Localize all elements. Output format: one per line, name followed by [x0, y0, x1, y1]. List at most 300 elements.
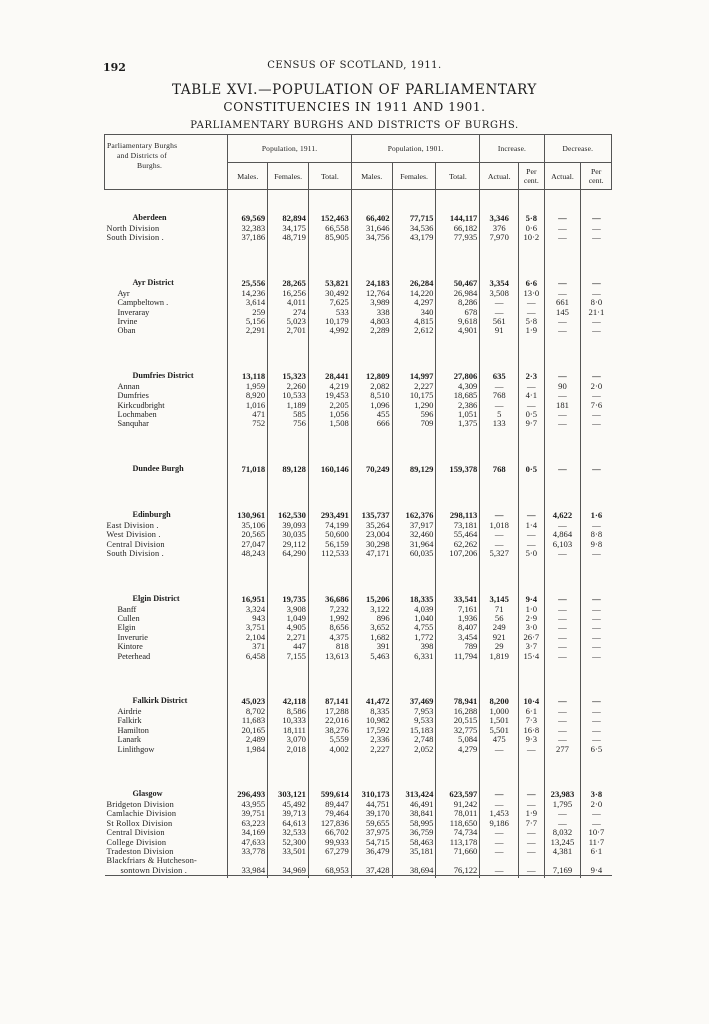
- cell-increase-percent: 1·9: [519, 809, 545, 818]
- cell-females-1901: 10,175: [392, 391, 436, 400]
- cell-females-1901: 38,694: [392, 866, 436, 876]
- cell-total-1911: 66,702: [308, 828, 351, 837]
- cell-increase-percent: 1·0: [519, 605, 545, 614]
- cell-females-1901: 340: [392, 308, 436, 317]
- cell-males-1901: 391: [351, 642, 392, 651]
- cell-males-1911: 1,016: [228, 401, 268, 410]
- cell-total-1901: 78,941: [436, 695, 480, 707]
- header-total-1911: Total.: [308, 163, 351, 190]
- cell-increase-actual: 561: [480, 317, 519, 326]
- cell-males-1901: 37,975: [351, 828, 392, 837]
- cell-increase-percent: —: [519, 308, 545, 317]
- cell-decrease-percent: —: [581, 419, 612, 428]
- cell-females-1901: 6,331: [392, 652, 436, 661]
- cell-increase-percent: 5·8: [519, 317, 545, 326]
- cell-total-1911: 4,992: [308, 326, 351, 335]
- cell-total-1911: 4,375: [308, 633, 351, 642]
- cell-decrease-percent: —: [581, 819, 612, 828]
- cell-decrease-actual: —: [544, 410, 581, 419]
- cell-total-1901: 4,901: [436, 326, 480, 335]
- cell-females-1911: 162,530: [268, 509, 309, 521]
- cell-increase-percent: —: [519, 530, 545, 539]
- cell-decrease-percent: 3·8: [581, 788, 612, 800]
- cell-females-1911: 29,112: [268, 540, 309, 549]
- table-row: [105, 809, 612, 818]
- cell-males-1911: 27,047: [228, 540, 268, 549]
- cell-decrease-percent: 10·7: [581, 828, 612, 837]
- cell-decrease-actual: —: [544, 289, 581, 298]
- cell-males-1911: 20,165: [228, 726, 268, 735]
- cell-males-1911: 371: [228, 642, 268, 651]
- constituency-name: Irvine: [117, 317, 138, 327]
- cell-increase-percent: —: [519, 298, 545, 307]
- table-row: [105, 419, 612, 428]
- cell-males-1901: 24,183: [351, 277, 392, 289]
- table-row: [105, 298, 612, 307]
- constituency-name: North Division: [106, 224, 160, 233]
- table-row: [105, 856, 612, 865]
- table-body: [105, 190, 612, 876]
- cell-increase-actual: 3,145: [480, 593, 519, 605]
- cell-decrease-percent: 6·5: [581, 745, 612, 754]
- spacer-row: [105, 754, 612, 788]
- cell-decrease-actual: —: [544, 623, 581, 632]
- cell-females-1911: 19,735: [268, 593, 309, 605]
- cell-total-1901: 78,011: [436, 809, 480, 818]
- cell-total-1911: 5,559: [308, 735, 351, 744]
- cell-females-1901: 18,335: [392, 593, 436, 605]
- cell-decrease-percent: —: [581, 289, 612, 298]
- cell-increase-actual: 3,508: [480, 289, 519, 298]
- cell-males-1911: 32,383: [228, 224, 268, 233]
- cell-increase-actual: [480, 856, 519, 865]
- constituency-name: Blackfriars & Hutcheson-: [106, 856, 198, 866]
- header-increase-percent: Per cent.: [519, 163, 545, 190]
- cell-increase-actual: 5,501: [480, 726, 519, 735]
- cell-total-1911: 112,533: [308, 549, 351, 558]
- cell-females-1901: 46,491: [392, 800, 436, 809]
- constituency-name: Ayr: [117, 288, 130, 298]
- cell-decrease-percent: —: [581, 695, 612, 707]
- cell-males-1901: 2,336: [351, 735, 392, 744]
- cell-total-1911: 533: [308, 308, 351, 317]
- cell-decrease-actual: —: [544, 391, 581, 400]
- cell-decrease-percent: —: [581, 809, 612, 818]
- cell-females-1901: 2,748: [392, 735, 436, 744]
- cell-increase-percent: 6·6: [519, 277, 545, 289]
- cell-decrease-actual: 6,103: [544, 540, 581, 549]
- cell-total-1911: 13,613: [308, 652, 351, 661]
- cell-total-1911: 4,002: [308, 745, 351, 754]
- cell-total-1911: 4,219: [308, 382, 351, 391]
- cell-males-1911: 69,569: [228, 212, 268, 224]
- constituency-name: Inveraray: [117, 307, 150, 317]
- cell-females-1911: 585: [268, 410, 309, 419]
- constituency-name: Central Division: [106, 828, 165, 838]
- cell-total-1911: 89,447: [308, 800, 351, 809]
- cell-females-1901: 89,129: [392, 463, 436, 475]
- cell-total-1901: 11,794: [436, 652, 480, 661]
- cell-total-1911: 56,159: [308, 540, 351, 549]
- cell-total-1901: 76,122: [436, 866, 480, 876]
- cell-total-1911: 30,492: [308, 289, 351, 298]
- cell-increase-percent: —: [519, 838, 545, 847]
- cell-total-1901: 9,618: [436, 317, 480, 326]
- cell-total-1901: 27,806: [436, 370, 480, 382]
- cell-increase-percent: —: [519, 509, 545, 521]
- cell-females-1901: 398: [392, 642, 436, 651]
- cell-females-1911: 18,111: [268, 726, 309, 735]
- cell-decrease-actual: —: [544, 633, 581, 642]
- cell-increase-percent: —: [519, 788, 545, 800]
- cell-males-1901: 455: [351, 410, 392, 419]
- constituency-name: West Division .: [106, 530, 161, 540]
- cell-increase-percent: —: [519, 745, 545, 754]
- cell-increase-actual: —: [480, 828, 519, 837]
- cell-total-1901: 1,375: [436, 419, 480, 428]
- cell-males-1911: 5,156: [228, 317, 268, 326]
- cell-total-1911: 1,992: [308, 614, 351, 623]
- cell-total-1901: 4,279: [436, 745, 480, 754]
- cell-males-1911: 8,920: [228, 391, 268, 400]
- cell-decrease-percent: —: [581, 633, 612, 642]
- cell-decrease-actual: —: [544, 370, 581, 382]
- cell-decrease-actual: —: [544, 707, 581, 716]
- constituency-name: Lochmaben: [117, 410, 157, 420]
- cell-increase-actual: 1,819: [480, 652, 519, 661]
- cell-females-1901: 43,179: [392, 233, 436, 242]
- cell-males-1901: 15,206: [351, 593, 392, 605]
- cell-females-1901: 36,759: [392, 828, 436, 837]
- cell-total-1901: 789: [436, 642, 480, 651]
- constituency-name: Falkirk District: [132, 695, 188, 705]
- cell-decrease-percent: —: [581, 652, 612, 661]
- table-row: [105, 233, 612, 242]
- spacer-row: [105, 336, 612, 370]
- cell-increase-percent: 2·9: [519, 614, 545, 623]
- cell-males-1911: 943: [228, 614, 268, 623]
- constituency-name: South Division .: [106, 549, 164, 559]
- cell-decrease-actual: —: [544, 224, 581, 233]
- cell-total-1901: 144,117: [436, 212, 480, 224]
- cell-decrease-actual: —: [544, 212, 581, 224]
- constituency-name: Peterhead: [117, 651, 151, 661]
- cell-decrease-percent: —: [581, 642, 612, 651]
- cell-decrease-percent: 6·1: [581, 847, 612, 856]
- cell-increase-percent: 1·4: [519, 521, 545, 530]
- table-row: [105, 549, 612, 558]
- cell-total-1901: 16,288: [436, 707, 480, 716]
- cell-males-1901: 2,289: [351, 326, 392, 335]
- cell-total-1911: 53,821: [308, 277, 351, 289]
- cell-males-1901: 66,402: [351, 212, 392, 224]
- constituency-total-row: [105, 788, 612, 800]
- cell-males-1911: 45,023: [228, 695, 268, 707]
- cell-males-1901: 54,715: [351, 838, 392, 847]
- cell-females-1901: 4,297: [392, 298, 436, 307]
- cell-increase-actual: 1,453: [480, 809, 519, 818]
- cell-total-1911: 1,508: [308, 419, 351, 428]
- table-row: [105, 652, 612, 661]
- cell-total-1901: 118,650: [436, 819, 480, 828]
- cell-decrease-actual: —: [544, 419, 581, 428]
- header-pop-1911: Population, 1911.: [228, 135, 351, 163]
- cell-males-1901: 1,682: [351, 633, 392, 642]
- header-females-1911: Females.: [268, 163, 309, 190]
- cell-females-1901: 7,953: [392, 707, 436, 716]
- cell-females-1911: 8,586: [268, 707, 309, 716]
- cell-decrease-percent: —: [581, 277, 612, 289]
- cell-increase-actual: 56: [480, 614, 519, 623]
- cell-increase-actual: —: [480, 838, 519, 847]
- cell-males-1911: 34,169: [228, 828, 268, 837]
- cell-females-1911: 5,023: [268, 317, 309, 326]
- constituency-total-row: [105, 509, 612, 521]
- cell-total-1911: 127,836: [308, 819, 351, 828]
- cell-increase-actual: 5: [480, 410, 519, 419]
- cell-females-1911: 82,894: [268, 212, 309, 224]
- cell-increase-percent: 9·7: [519, 419, 545, 428]
- cell-males-1911: 20,565: [228, 530, 268, 539]
- cell-increase-percent: 26·7: [519, 633, 545, 642]
- cell-decrease-percent: —: [581, 593, 612, 605]
- cell-males-1901: 338: [351, 308, 392, 317]
- cell-increase-percent: —: [519, 847, 545, 856]
- cell-females-1911: 2,701: [268, 326, 309, 335]
- cell-increase-actual: —: [480, 540, 519, 549]
- cell-total-1901: 2,386: [436, 401, 480, 410]
- cell-females-1901: 596: [392, 410, 436, 419]
- constituency-name: Edinburgh: [132, 509, 171, 519]
- header-females-1901: Females.: [392, 163, 436, 190]
- cell-increase-actual: 475: [480, 735, 519, 744]
- cell-increase-actual: —: [480, 800, 519, 809]
- cell-decrease-actual: —: [544, 809, 581, 818]
- cell-total-1901: 159,378: [436, 463, 480, 475]
- table-row: [105, 745, 612, 754]
- cell-females-1901: 313,424: [392, 788, 436, 800]
- cell-increase-actual: —: [480, 788, 519, 800]
- constituency-name: Annan: [117, 381, 140, 391]
- cell-increase-actual: 3,354: [480, 277, 519, 289]
- cell-decrease-percent: —: [581, 605, 612, 614]
- cell-females-1901: 2,612: [392, 326, 436, 335]
- constituency-total-row: [105, 277, 612, 289]
- cell-total-1901: 20,515: [436, 716, 480, 725]
- cell-males-1911: 48,243: [228, 549, 268, 558]
- cell-decrease-percent: —: [581, 735, 612, 744]
- cell-females-1901: 26,284: [392, 277, 436, 289]
- cell-males-1901: 896: [351, 614, 392, 623]
- cell-males-1901: 41,472: [351, 695, 392, 707]
- header-pop-1901: Population, 1901.: [351, 135, 480, 163]
- cell-males-1901: 23,004: [351, 530, 392, 539]
- cell-decrease-percent: 2·0: [581, 382, 612, 391]
- cell-total-1911: 99,933: [308, 838, 351, 847]
- header-males-1911: Males.: [228, 163, 268, 190]
- cell-total-1901: 73,181: [436, 521, 480, 530]
- cell-females-1911: 303,121: [268, 788, 309, 800]
- cell-increase-percent: [519, 856, 545, 865]
- cell-increase-actual: 1,018: [480, 521, 519, 530]
- cell-males-1901: 12,764: [351, 289, 392, 298]
- cell-increase-percent: 6·1: [519, 707, 545, 716]
- cell-males-1901: 44,751: [351, 800, 392, 809]
- cell-decrease-actual: 23,983: [544, 788, 581, 800]
- cell-males-1911: 130,961: [228, 509, 268, 521]
- cell-decrease-actual: 181: [544, 401, 581, 410]
- constituency-name: sontown Division .: [120, 865, 188, 875]
- table-row: [105, 410, 612, 419]
- cell-total-1911: 50,600: [308, 530, 351, 539]
- table-row: [105, 289, 612, 298]
- constituency-name: Kirkcudbright: [117, 400, 165, 410]
- cell-increase-actual: 249: [480, 623, 519, 632]
- table-row: [105, 847, 612, 856]
- cell-females-1901: 15,183: [392, 726, 436, 735]
- cell-increase-percent: 2·3: [519, 370, 545, 382]
- constituency-name: Cullen: [117, 613, 140, 623]
- constituency-name: Kintore: [117, 642, 143, 652]
- table-row: [105, 308, 612, 317]
- cell-increase-actual: 133: [480, 419, 519, 428]
- cell-decrease-actual: 1,795: [544, 800, 581, 809]
- constituency-name: St Rollox Division: [106, 818, 173, 828]
- cell-increase-percent: —: [519, 828, 545, 837]
- cell-females-1911: 28,265: [268, 277, 309, 289]
- cell-total-1911: 87,141: [308, 695, 351, 707]
- cell-decrease-actual: —: [544, 652, 581, 661]
- table-row: [105, 716, 612, 725]
- table-row: [105, 726, 612, 735]
- constituency-name: Tradeston Division: [106, 847, 174, 856]
- cell-decrease-actual: 8,032: [544, 828, 581, 837]
- cell-total-1901: 71,660: [436, 847, 480, 856]
- cell-total-1901: 8,286: [436, 298, 480, 307]
- cell-decrease-actual: —: [544, 605, 581, 614]
- table-row: [105, 605, 612, 614]
- cell-decrease-percent: 8·8: [581, 530, 612, 539]
- constituency-total-row: [105, 593, 612, 605]
- cell-females-1901: 2,227: [392, 382, 436, 391]
- table-row: [105, 800, 612, 809]
- cell-males-1911: 47,633: [228, 838, 268, 847]
- cell-females-1901: 35,181: [392, 847, 436, 856]
- header-decrease: Decrease.: [544, 135, 611, 163]
- cell-females-1901: 77,715: [392, 212, 436, 224]
- constituency-name: Campbeltown .: [117, 298, 169, 308]
- cell-females-1911: 3,908: [268, 605, 309, 614]
- cell-females-1901: 4,039: [392, 605, 436, 614]
- cell-males-1911: 39,751: [228, 809, 268, 818]
- constituency-name: College Division: [106, 837, 167, 847]
- cell-males-1911: 35,106: [228, 521, 268, 530]
- cell-females-1911: 34,969: [268, 866, 309, 876]
- table-row: [105, 224, 612, 233]
- cell-total-1911: 17,288: [308, 707, 351, 716]
- cell-females-1911: 2,260: [268, 382, 309, 391]
- cell-males-1901: 37,428: [351, 866, 392, 876]
- cell-total-1901: 1,051: [436, 410, 480, 419]
- spacer-row: [105, 429, 612, 463]
- cell-females-1901: 1,772: [392, 633, 436, 642]
- cell-increase-actual: 8,200: [480, 695, 519, 707]
- cell-total-1911: 36,686: [308, 593, 351, 605]
- cell-increase-actual: 768: [480, 391, 519, 400]
- constituency-name: East Division .: [106, 520, 159, 530]
- cell-total-1911: 2,205: [308, 401, 351, 410]
- cell-decrease-actual: —: [544, 716, 581, 725]
- table-row: [105, 623, 612, 632]
- cell-decrease-actual: —: [544, 463, 581, 475]
- cell-males-1901: 135,737: [351, 509, 392, 521]
- cell-increase-actual: —: [480, 382, 519, 391]
- cell-females-1911: 64,613: [268, 819, 309, 828]
- cell-females-1901: 38,841: [392, 809, 436, 818]
- cell-total-1901: 32,775: [436, 726, 480, 735]
- cell-total-1911: 67,279: [308, 847, 351, 856]
- cell-total-1901: 3,454: [436, 633, 480, 642]
- cell-decrease-actual: 7,169: [544, 866, 581, 876]
- constituency-name: Dundee Burgh: [132, 463, 184, 473]
- cell-males-1911: 8,702: [228, 707, 268, 716]
- cell-males-1911: 33,984: [228, 866, 268, 876]
- table-row: [105, 530, 612, 539]
- cell-females-1901: 37,469: [392, 695, 436, 707]
- cell-females-1901: 14,997: [392, 370, 436, 382]
- cell-increase-actual: 71: [480, 605, 519, 614]
- cell-females-1911: 64,290: [268, 549, 309, 558]
- constituency-name: Lanark: [117, 735, 141, 745]
- cell-males-1911: 6,458: [228, 652, 268, 661]
- constituency-total-row: [105, 370, 612, 382]
- cell-increase-percent: 3·7: [519, 642, 545, 651]
- cell-increase-actual: 768: [480, 463, 519, 475]
- cell-total-1911: 160,146: [308, 463, 351, 475]
- cell-increase-percent: —: [519, 800, 545, 809]
- cell-males-1901: 2,227: [351, 745, 392, 754]
- cell-decrease-percent: —: [581, 233, 612, 242]
- cell-females-1901: 31,964: [392, 540, 436, 549]
- cell-total-1901: 18,685: [436, 391, 480, 400]
- constituency-name: Bridgeton Division: [106, 799, 174, 809]
- cell-decrease-percent: —: [581, 212, 612, 224]
- cell-decrease-actual: —: [544, 317, 581, 326]
- cell-females-1911: 3,070: [268, 735, 309, 744]
- cell-increase-actual: —: [480, 308, 519, 317]
- cell-increase-percent: 0·5: [519, 410, 545, 419]
- cell-males-1901: 8,510: [351, 391, 392, 400]
- cell-increase-percent: 9·3: [519, 735, 545, 744]
- table-row: [105, 838, 612, 847]
- cell-males-1911: 259: [228, 308, 268, 317]
- cell-decrease-percent: 2·0: [581, 800, 612, 809]
- header-increase: Increase.: [480, 135, 544, 163]
- table-row: [105, 633, 612, 642]
- table-row: [105, 735, 612, 744]
- table-row: [105, 866, 612, 876]
- cell-females-1911: 4,905: [268, 623, 309, 632]
- header-decrease-actual: Actual.: [544, 163, 581, 190]
- cell-males-1901: 47,171: [351, 549, 392, 558]
- constituency-name: Glasgow: [132, 788, 163, 798]
- cell-females-1901: 14,220: [392, 289, 436, 298]
- cell-increase-actual: —: [480, 866, 519, 876]
- constituency-name: Aberdeen: [132, 213, 167, 222]
- cell-females-1911: 30,035: [268, 530, 309, 539]
- cell-females-1911: 32,533: [268, 828, 309, 837]
- cell-total-1901: 74,734: [436, 828, 480, 837]
